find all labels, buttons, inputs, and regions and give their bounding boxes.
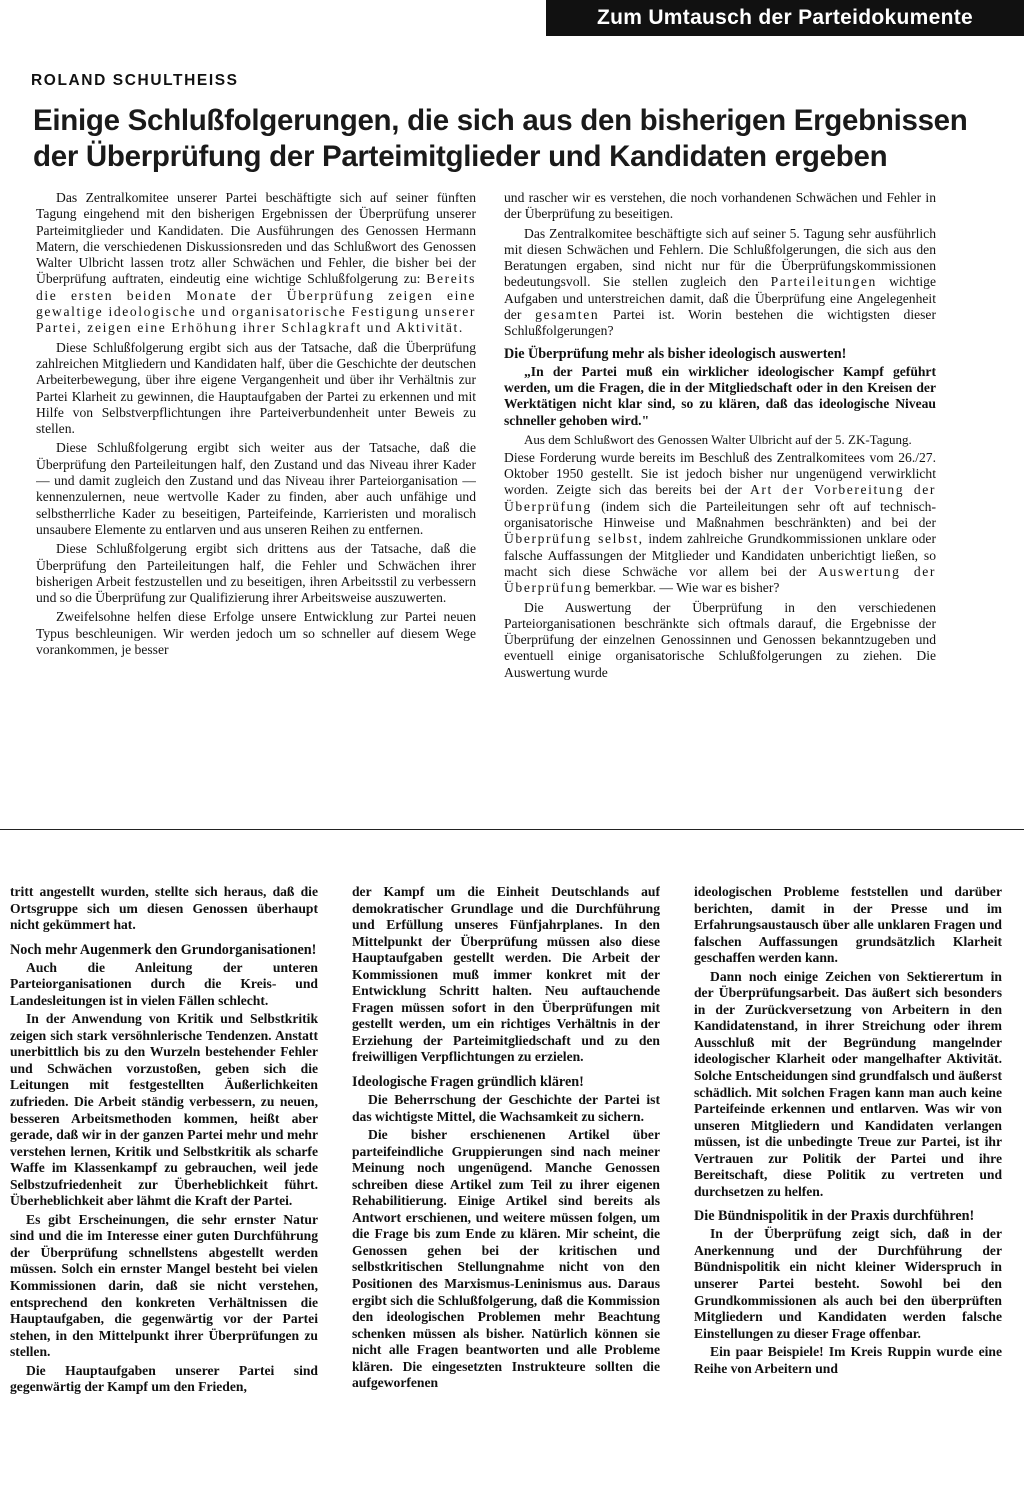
section-banner: Zum Umtausch der Parteidokumente: [546, 0, 1024, 36]
paragraph: Das Zentralkomitee beschäftigte sich auf seiner 5. Tagung sehr ausführlich mit diesen Schwächen und Fehlern. Die Schlußfolgerungen, die sich aus den Beratungen ergaben, sind nicht nur für die Überprüfungskommissionen bedeutungsvoll. Sie stellen zugleich den Parteileitungen wichtige Aufgaben und unterstreichen damit, daß die Überprüfung eine Angelegenheit der gesamten Partei ist. Worin bestehen die wichtigsten dieser Schlußfolgerungen?: [504, 225, 936, 339]
quote: „In der Partei muß ein wirklicher ideologischer Kampf geführt werden, um die Fragen, die in der Mitgliedschaft oder in den Kreisen der Werktätigen nicht klar sind, so zu klären, daß das ideologische Niveau schneller gehoben wird.": [504, 363, 936, 428]
paragraph: In der Anwendung von Kritik und Selbstkritik zeigen sich stark versöhnlerische Tendenzen. Anstatt unerbittlich bis zu den Wurzeln bestehender Fehler und Schwächen vorzustoßen, geben sich die Leitungen mit festgestellten Äußerlichkeiten zufrieden. Die Arbeit ständig verbessern, zu neuen, besseren Arbeitsmethoden kommen, heißt aber gerade, daß wir in der ganzen Partei mehr und mehr verstehen lernen, Kritik und Selbstkritik als scharfe Waffe im Klassenkampf zu gebrauchen, weil jede Selbstzufriedenheit zur Überheblichkeit führt. Überheblichkeit aber lähmt die Kraft der Partei.: [10, 1011, 318, 1209]
author-name: ROLAND SCHULTHEISS: [31, 72, 239, 89]
paragraph: In der Überprüfung zeigt sich, daß in der Anerkennung und der Durchführung der Bündnispolitik ein nicht kleiner Widerspruch in unserer Partei besteht. Sowohl bei den Grundkommissionen als auch bei den überprüften Mitgliedern und Kandidaten werden falsche Einstellungen zu dieser Frage offenbar.: [694, 1226, 1002, 1341]
paragraph: Die Beherrschung der Geschichte der Partei ist das wichtigste Mittel, die Wachsamkeit zu sichern.: [352, 1092, 660, 1124]
section-divider: [0, 829, 1024, 830]
emphasis: Bereits die ersten beiden Monate der Überprüfung zeigen eine gewaltige ideologische und organisatorische Festigung unserer Partei, zeigen eine Erhöhung ihrer Schlagkraft und Aktivität.: [36, 271, 476, 336]
paragraph: Dann noch einige Zeichen von Sektierertum in der Überprüfungsarbeit. Das äußert sich besonders in der Zurückversetzung von Arbeitern in den Kandidatenstand, in ihrer Streichung oder ihrem Ausschluß mit der Begründung mangelnder ideologischer Klarheit oder mangelhafter Aktivität. Solche Entscheidungen sind grundfalsch und äußerst schädlich. Mit solchen Fragen kann man auch keine Parteifeinde erkennen und entlarven. Was wir von unseren Mitgliedern und Kandidaten verlangen müssen, ist die unbedingte Treue zur Partei, ist ihr Vertrauen zur Politik der Partei und ihre Bereitschaft, diese Politik zu vertreten und durchsetzen zu helfen.: [694, 968, 1002, 1199]
lower-column-3: [694, 884, 1002, 1459]
paragraph: tritt angestellt wurden, stellte sich heraus, daß die Ortsgruppe sich um diesen Genossen überhaupt nicht gekümmert hat.: [10, 884, 318, 933]
section-heading: Die Bündnispolitik in der Praxis durchführen!: [694, 1208, 975, 1225]
section-heading: Die Überprüfung mehr als bisher ideologisch auswerten!: [504, 345, 847, 362]
article-headline: [33, 103, 993, 175]
paragraph: Es gibt Erscheinungen, die sehr ernster Natur sind und die im Interesse einer guten Durchführung der Überprüfung schnellstens abgestellt werden müssen. Solch ein ernster Mangel besteht bei vielen Kommissionen darin, daß sie nicht verstehen, entsprechend den konkreten Verhältnissen die Hauptaufgaben, die gegenwärtig vor der Partei stehen, in den Mittelpunkt ihrer Überprüfungen zu stellen.: [10, 1211, 318, 1360]
paragraph: Auch die Anleitung der unteren Parteiorganisationen durch die Kreis- und Landesleitungen ist in vielen Fällen schlecht.: [10, 959, 318, 1008]
lower-column-2: [352, 884, 660, 1459]
section-heading: Noch mehr Augenmerk den Grundorganisationen!: [10, 941, 317, 958]
paragraph: und rascher wir es verstehen, die noch vorhandenen Schwächen und Fehler in der Überprüfung zu beseitigen.: [504, 190, 936, 222]
upper-right-column: [504, 190, 936, 800]
headline-line-2: der Überprüfung der Parteimitglieder und Kandidaten ergeben: [33, 140, 888, 173]
quote-source: Aus dem Schlußwort des Genossen Walter Ulbricht auf der 5. ZK-Tagung.: [524, 431, 912, 447]
lower-column-1: [10, 884, 318, 1459]
paragraph: Diese Forderung wurde bereits im Beschluß des Zentralkomitees vom 26./27. Oktober 1950 gestellt. Sie ist jedoch bisher nur ungenügend verwirklicht worden. Zeigte sich das bereits bei der Art der Vorbereitung der Überprüfung (indem sich die Parteileitungen sehr oft auf technisch-organisatorische Hinweise und Maßnahmen beschränkten) and bei der Überprüfung selbst, indem zahlreiche Grundkommissionen unklare oder falsche Auffassungen der Mitglieder und Kandidaten unberichtigt ließen, so macht sich diese Schwäche vor allem bei der Auswertung der Überprüfung bemerkbar. — Wie war es bisher?: [504, 449, 936, 596]
paragraph: Die Auswertung der Überprüfung in den verschiedenen Parteiorganisationen beschränkte sich oftmals darauf, die Ergebnisse der Überprüfung der einzelnen Genossinnen und Genossen bekanntzugeben und eventuell einige organisatorische Schlußfolgerungen zu ziehen. Die Auswertung wurde: [504, 599, 936, 680]
paragraph: Diese Schlußfolgerung ergibt sich aus der Tatsache, daß die Überprüfung zahlreichen Mitgliedern und Kandidaten half, über die Geschichte der deutschen Arbeiterbewegung, über ihre eigene Vergangenheit und über ihr Verhältnis zur Partei Klarheit zu gewinnen, die Hauptaufgaben der Partei zu erkennen und mit Hilfe von Selbstverpflichtungen ihre Parteiverbundenheit unter Beweis zu stellen.: [36, 339, 476, 437]
paragraph: Diese Schlußfolgerung ergibt sich drittens aus der Tatsache, daß die Überprüfung den Parteileitungen half, die Fehler und Schwächen ihrer bisherigen Arbeit festzustellen und zu beseitigen, ihren Arbeitsstil zu verbessern und so die Überprüfung zur Qualifizierung ihrer Arbeitsweise auszuwerten.: [36, 541, 476, 606]
section-heading: Ideologische Fragen gründlich klären!: [352, 1074, 584, 1091]
paragraph: Ein paar Beispiele! Im Kreis Ruppin wurde eine Reihe von Arbeitern und: [694, 1344, 1002, 1376]
paragraph: Die Hauptaufgaben unserer Partei sind gegenwärtig der Kampf um den Frieden,: [10, 1362, 318, 1395]
paragraph: Das Zentralkomitee unserer Partei beschäftigte sich auf seiner fünften Tagung eingehend mit den bisherigen Ergebnissen der Überprüfung unserer Parteimitglieder und Kandidaten. Die Ausführungen des Genossen Hermann Matern, die verschiedenen Diskussionsreden und das Schlußwort des Genossen Walter Ulbricht lassen trotz aller Schwächen und Fehler, die bisher bei der Überprüfung auftraten, eindeutig eine wichtige Schlußfolgerung zu: Bereits die ersten beiden Monate der Überprüfung zeigen eine gewaltige ideologische und organisatorische Festigung unserer Partei, zeigen eine Erhöhung ihrer Schlagkraft und Aktivität.: [36, 190, 476, 336]
upper-left-column: [36, 190, 476, 800]
paragraph: der Kampf um die Einheit Deutschlands auf demokratischer Grundlage und die Durchführung und Erfüllung unseres Fünfjahrplanes. In den Mittelpunkt der Überprüfung müssen also diese Hauptaufgaben gestellt werden. Die Arbeit der Kommissionen muß immer konkret mit der Entwicklung Schritt halten. Neu auftauchende Fragen müssen sofort in den Überprüfungen mit gestellt werden, um ein richtiges Verhältnis in der Erziehung der Parteimitgliedschaft und zu den freiwilligen Verpflichtungen zu erzielen.: [352, 884, 660, 1065]
paragraph: ideologischen Probleme feststellen und darüber berichten, damit in der Presse und im Erfahrungsaustausch über alle unklaren Fragen und falschen Auffassungen grundsätzlich Klarheit geschaffen werden kann.: [694, 884, 1002, 966]
paragraph: Zweifelsohne helfen diese Erfolge unsere Entwicklung zur Partei neuen Typus beschleunigen. Wir werden jedoch um so schneller auf diesem Wege vorankommen, je besser: [36, 609, 476, 658]
headline-line-1: Einige Schlußfolgerungen, die sich aus den bisherigen Ergebnissen: [33, 104, 968, 137]
paragraph: Diese Schlußfolgerung ergibt sich weiter aus der Tatsache, daß die Überprüfung den Parteileitungen half, den Zustand und das Niveau ihrer Kader — und damit zugleich den Zustand und das Niveau ihrer Parteiorganisation — kennenzulernen, neue wertvolle Kader zu finden, aber auch unfähige und selbstherrliche Kader zu beseitigen, Parteifeinde, Karrieristen und moralisch unsaubere Elemente zu entlarven und aus unseren Reihen zu entfernen.: [36, 440, 476, 537]
paragraph: Die bisher erschienenen Artikel über parteifeindliche Gruppierungen sind nach meiner Meinung noch ungenügend. Manche Genossen schreiben diese Artikel zum Teil zu ihrer eigenen Rehabilitierung. Einige Artikel sind bereits als Antwort erschienen, und weitere müssen folgen, um die Frage bis zum Ende zu klären. Mir scheint, die Genossen gehen bei der kritischen und selbstkritischen Stellungnahme nicht von den Positionen des Marxismus-Leninismus aus. Daraus ergibt sich die Schlußfolgerung, daß die Kommission den ideologischen Problemen mehr Beachtung schenken müssen als bisher. Natürlich können sie nicht alle Fragen beantworten und alle Probleme klären. Die eingesetzten Instrukteure sollten die aufgeworfenen: [352, 1127, 660, 1391]
